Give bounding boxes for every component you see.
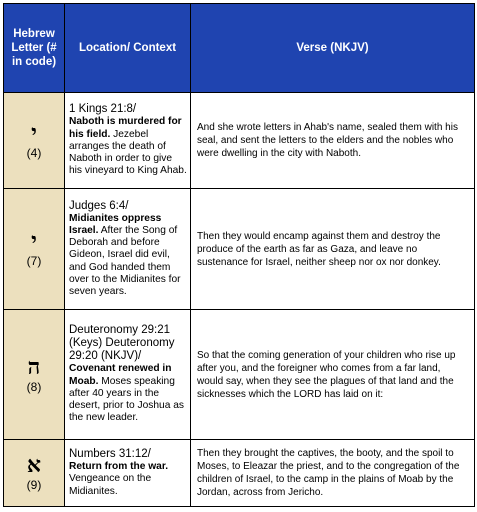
context-summary: Midianites oppress Israel. [69, 212, 162, 236]
verse-text: Then they brought the captives, the booty, and the spoil to Moses, to Eleazar the priest, and to the congregation of the children of Israel, to the camp in the plains of Moab by the Jordan, across from Jericho. [191, 440, 475, 507]
verse-text: So that the coming generation of your children who rise up after you, and the foreigner who comes from a far land, would say, when they see the plagues of that land and the sicknesses which the LORD has laid on it: [191, 310, 475, 440]
location-cell [65, 189, 191, 310]
table-row [4, 310, 475, 440]
scripture-reference: Judges 6:4/ [69, 199, 129, 212]
scripture-reference: Deuteronomy 29:21 (Keys) Deuteronomy 29:20 (NKJV)/ [69, 324, 175, 363]
location-cell [65, 93, 191, 189]
location-cell [65, 440, 191, 507]
context-summary: Naboth is murdered for his field. [69, 116, 182, 140]
table-row [4, 189, 475, 310]
hebrew-letter-cell [4, 189, 65, 310]
hebrew-letter: י [31, 228, 37, 254]
code-number: (8) [26, 379, 42, 394]
context-detail: After the Song of Deborah and before Gideon, Israel did evil, and God handed them over to the Midianites for seven years. [69, 224, 181, 297]
hebrew-letter: י [31, 119, 37, 146]
scripture-reference: Numbers 31:12/ [69, 448, 151, 461]
context-summary: Return from the war. [69, 461, 169, 473]
context-detail: Vengeance on the Midianites. [69, 473, 152, 497]
context-summary: Covenant renewed in Moab. [69, 363, 172, 387]
scripture-table [3, 3, 475, 507]
header-verse: Verse (NKJV) [191, 4, 475, 93]
hebrew-letter: א [26, 452, 42, 478]
scripture-reference: 1 Kings 21:8/ [69, 103, 137, 116]
table-row [4, 440, 475, 507]
context-detail: Jezebel arranges the death of Naboth in order to give his vineyard to King Ahab. [69, 128, 187, 177]
hebrew-letter-cell [4, 440, 65, 507]
hebrew-letter: ה [27, 353, 41, 380]
hebrew-letter-cell [4, 310, 65, 440]
context-detail: Moses speaking after 40 years in the desert, prior to Joshua as the new leader. [69, 375, 184, 424]
header-hebrew-letter: Hebrew Letter (# in code) [4, 4, 65, 93]
code-number: (9) [26, 478, 42, 492]
verse-text: Then they would encamp against them and destroy the produce of the earth as far as Gaza, and leave no sustenance for Israel, neither sheep nor ox nor donkey. [191, 189, 475, 310]
code-number: (7) [26, 254, 42, 268]
verse-text: And she wrote letters in Ahab's name, sealed them with his seal, and sent the letters to the elders and the nobles who were dwelling in the city with Naboth. [191, 93, 475, 189]
header-row [4, 4, 475, 93]
code-number: (4) [26, 145, 42, 160]
table-row [4, 93, 475, 189]
header-location-context: Location/ Context [65, 4, 191, 93]
location-cell [65, 310, 191, 440]
hebrew-letter-cell [4, 93, 65, 189]
